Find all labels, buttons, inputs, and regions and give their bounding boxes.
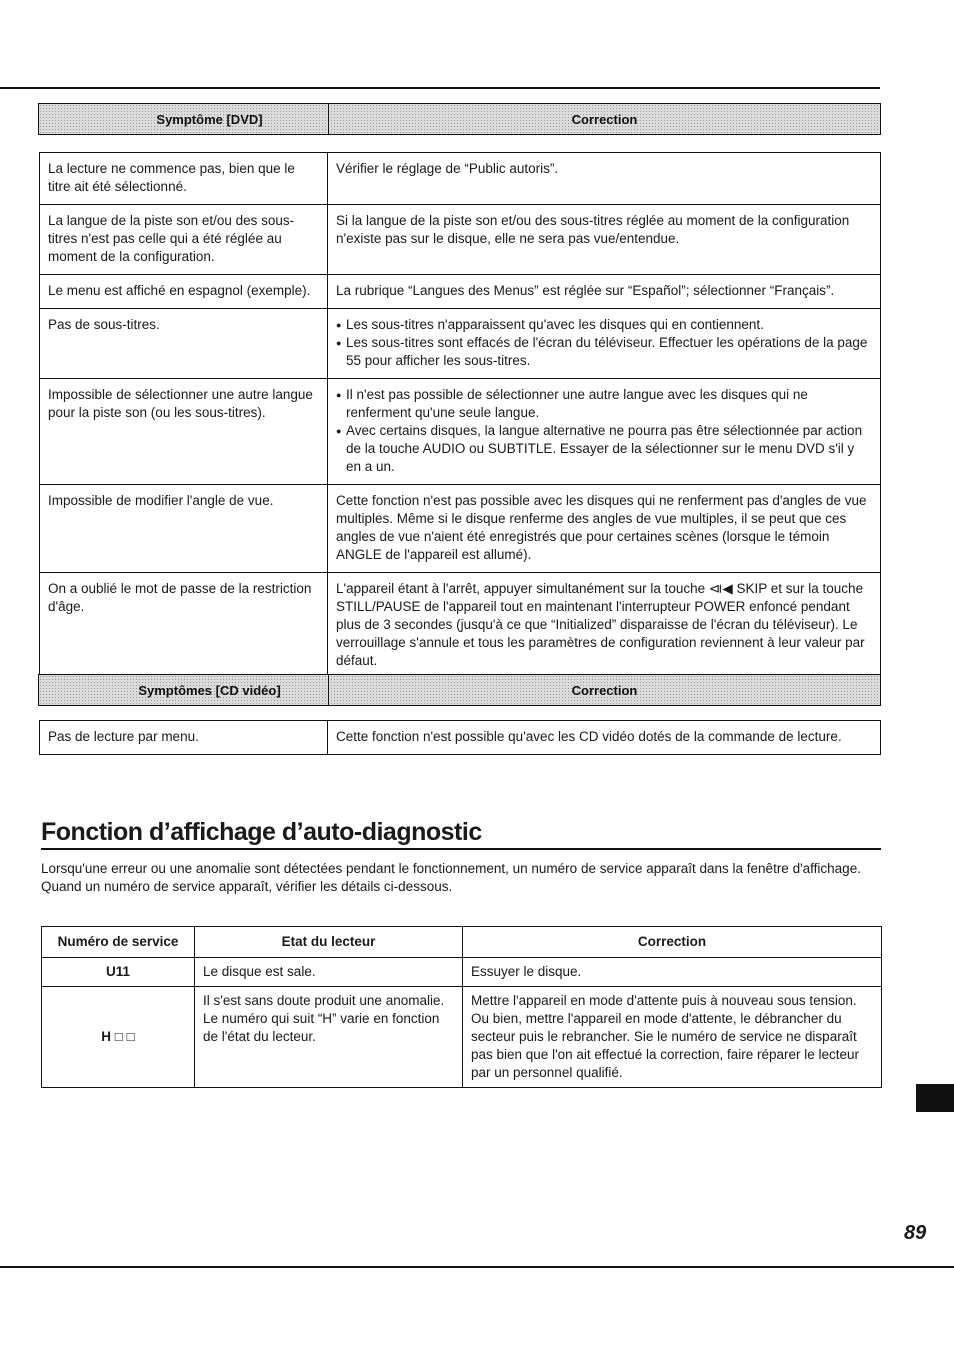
symptom-cell: Le menu est affiché en espagnol (exemple). (40, 275, 328, 309)
dvd-table-header (38, 103, 881, 135)
correction-cell (328, 153, 881, 205)
section-title: Fonction d’affichage d’auto-diagnostic (41, 817, 881, 850)
symptom-cell: Pas de lecture par menu. (40, 721, 328, 755)
symptom-cell: Impossible de sélectionner une autre langue pour la piste son (ou les sous-titres). (40, 379, 328, 485)
table-row (40, 275, 881, 309)
table-row (40, 205, 881, 275)
correction-text: Vérifier le réglage de “Public autoris”. (336, 161, 559, 176)
dvd-symptom-table (39, 152, 881, 679)
correction-cell (328, 573, 881, 679)
table-row (40, 153, 881, 205)
correction-item: ● Avec certains disques, la langue alternative ne pourra pas être sélectionnée par action de la touche AUDIO ou SUBTITLE. Essayer de la sélectionner sur le menu DVD s'il y en a un. (336, 422, 872, 476)
table-row (40, 721, 881, 755)
intro-text (41, 860, 882, 896)
correction-item: ● Il n'est pas possible de sélectionner une autre langue avec les disques qui ne renferment qu'une seule langue. (336, 386, 872, 422)
correction-text: Si la langue de la piste son et/ou des sous-titres réglée au moment de la configuration n'existe pas sur le disque, elle ne sera pas vue/entendue. (336, 213, 850, 246)
correction-text: La rubrique “Langues des Menus” est réglée sur “Español”; sélectionner “Français”. (336, 283, 835, 298)
service-code: U11 (42, 958, 195, 987)
correction-text: Cette fonction n'est possible qu'avec les CD vidéo dotés de la commande de lecture. (336, 729, 842, 744)
vcd-symptom-table (39, 720, 881, 755)
correction-text: Cette fonction n'est pas possible avec les disques qui ne renferment pas d'angles de vue multiples. Même si le disque renferme des angles de vue multiples, il se peut que ces angles de vue n'aient été enregistrés que pour certaines scènes (lorsque le témoin ANGLE de l'appareil est allumé). (336, 493, 867, 562)
col-header-state: Etat du lecteur (195, 927, 463, 958)
correction-cell (328, 309, 881, 379)
correction-item: ● Les sous-titres n'apparaissent qu'avec les disques qui en contiennent. (336, 316, 872, 334)
table-row (40, 309, 881, 379)
correction-cell (328, 485, 881, 573)
correction-list (336, 316, 872, 370)
bottom-rule (0, 1266, 954, 1268)
correction-cell (328, 379, 881, 485)
intro-paragraph-2: Quand un numéro de service apparaît, vérifier les détails ci-dessous. (41, 879, 453, 894)
symptom-cell: La langue de la piste son et/ou des sous-titres n'est pas celle qui a été réglée au moment de la configuration. (40, 205, 328, 275)
correction-list (336, 386, 872, 476)
table-row (40, 485, 881, 573)
service-correction: Mettre l'appareil en mode d'attente puis à nouveau sous tension. Ou bien, mettre l'appareil en mode d'attente, le débrancher du secteur puis le rebrancher. Sie le numéro de service ne disparaît pas bien que l'on ait effectué la correction, faire réparer le lecteur par un personnel qualifié. (463, 987, 882, 1088)
correction-text: L'appareil étant à l'arrêt, appuyer simultanément sur la touche ⧏◀ SKIP et sur la touche STILL/PAUSE de l'appareil tout en maintenant l'interrupteur POWER enfoncé pendant plus de 3 secondes (jusqu'à ce que “Initialized” disparaisse de l'écran du téléviseur). Le verrouillage s'annule et tous les paramètres de configuration reviennent à leur valeur par défaut. (336, 581, 865, 668)
symptom-cell: La lecture ne commence pas, bien que le titre ait été sélectionné. (40, 153, 328, 205)
service-number-table (41, 926, 882, 1088)
table-row (40, 573, 881, 679)
table-row (42, 987, 882, 1088)
col-header-code: Numéro de service (42, 927, 195, 958)
correction-item: ● Les sous-titres sont effacés de l'écran du téléviseur. Effectuer les opérations de la page 55 pour afficher les sous-titres. (336, 334, 872, 370)
dvd-header-correction: Correction (571, 111, 638, 127)
symptom-cell: On a oublié le mot de passe de la restriction d'âge. (40, 573, 328, 679)
vcd-header-correction: Correction (571, 682, 638, 698)
intro-paragraph-1: Lorsqu'une erreur ou une anomalie sont détectées pendant le fonctionnement, un numéro de service apparaît dans la fenêtre d'affichage. (41, 861, 861, 876)
correction-cell (328, 205, 881, 275)
table-row (42, 958, 882, 987)
page-number: 89 (904, 1222, 927, 1244)
col-header-correction: Correction (463, 927, 882, 958)
correction-cell (328, 275, 881, 309)
symptom-cell: Pas de sous-titres. (40, 309, 328, 379)
vcd-table-header (38, 674, 881, 706)
table-row (40, 379, 881, 485)
correction-cell (328, 721, 881, 755)
thumb-tab-marker (916, 1084, 954, 1112)
symptom-cell: Impossible de modifier l'angle de vue. (40, 485, 328, 573)
vcd-header-symptom: Symptômes [CD vidéo] (138, 682, 281, 698)
player-state: Le disque est sale. (195, 958, 463, 987)
top-rule (0, 87, 880, 89)
dvd-header-symptom: Symptôme [DVD] (156, 111, 263, 127)
service-correction: Essuyer le disque. (463, 958, 882, 987)
service-code: H □ □ (42, 987, 195, 1088)
player-state: Il s'est sans doute produit une anomalie. Le numéro qui suit “H” varie en fonction de l'état du lecteur. (195, 987, 463, 1088)
